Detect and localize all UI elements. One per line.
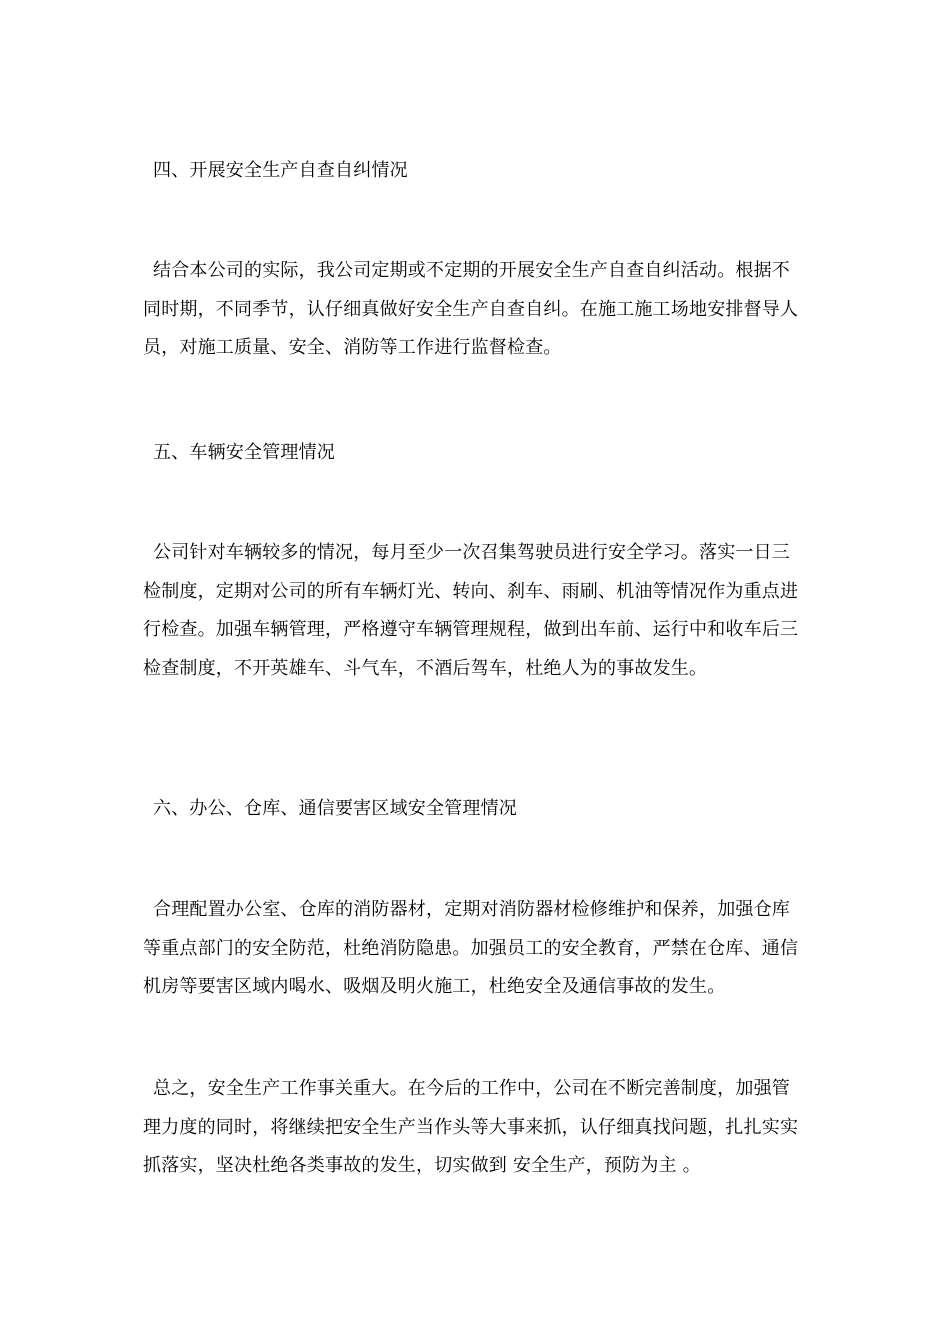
section-paragraph-6: 合理配置办公室、仓库的消防器材，定期对消防器材检修维护和保养，加强仓库等重点部门的安全防范，杜绝消防隐患。加强员工的安全教育，严禁在仓库、通信机房等要害区域内喝水、吸烟及明火施工，杜绝安全及通信事故的发生。	[143, 899, 799, 997]
section-heading-4: 四、开展安全生产自查自纠情况	[153, 160, 408, 181]
conclusion-paragraph: 总之，安全生产工作事关重大。在今后的工作中，公司在不断完善制度，加强管理力度的同时，将继续把安全生产当作头等大事来抓，认仔细真找问题，扎扎实实抓落实，坚决杜绝各类事故的发生，切实做到 安全生产，预防为主 。	[143, 1078, 799, 1176]
section-paragraph-4: 结合本公司的实际，我公司定期或不定期的开展安全生产自查自纠活动。根据不同时期，不同季节，认仔细真做好安全生产自查自纠。在施工施工场地安排督导人员，对施工质量、安全、消防等工作进行监督检查。	[143, 260, 799, 358]
section-paragraph-5: 公司针对车辆较多的情况，每月至少一次召集驾驶员进行安全学习。落实一日三检制度，定期对公司的所有车辆灯光、转向、刹车、雨刷、机油等情况作为重点进行检查。加强车辆管理，严格遵守车辆管理规程，做到出车前、运行中和收车后三检查制度，不开英雄车、斗气车，不酒后驾车，杜绝人为的事故发生。	[143, 542, 799, 679]
section-heading-5: 五、车辆安全管理情况	[153, 442, 335, 463]
section-heading-6: 六、办公、仓库、通信要害区域安全管理情况	[153, 798, 517, 819]
